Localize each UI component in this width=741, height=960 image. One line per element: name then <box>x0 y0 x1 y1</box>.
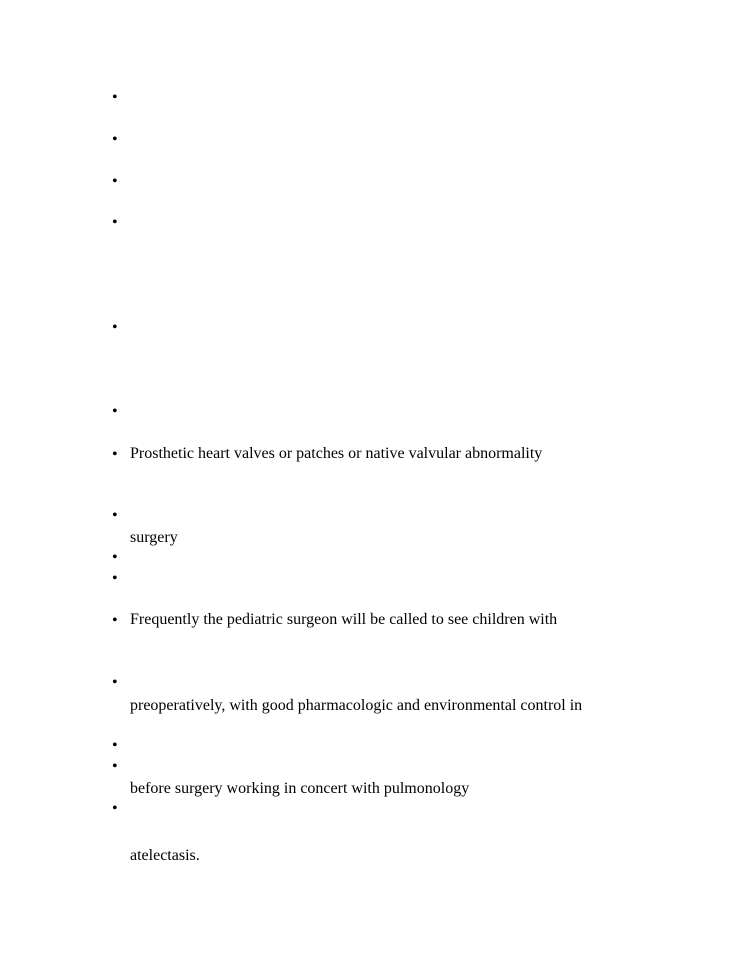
list-item-prosthetic-valves: Prosthetic heart valves or patches or native valvular abnormality <box>130 445 543 462</box>
text-line-before-surgery: before surgery working in concert with pulmonology <box>130 780 470 797</box>
text-line-surgery: surgery <box>130 529 178 546</box>
list-bullet: • <box>112 507 118 524</box>
list-bullet: • <box>112 89 118 106</box>
list-bullet: • <box>112 173 118 190</box>
list-bullet: • <box>112 319 118 336</box>
text-line-preoperatively: preoperatively, with good pharmacologic and environmental control in <box>130 697 583 714</box>
list-bullet: • <box>112 737 118 754</box>
list-bullet: • <box>112 446 118 463</box>
text-line-atelectasis: atelectasis. <box>130 847 200 864</box>
list-bullet: • <box>112 549 118 566</box>
list-item-frequently: Frequently the pediatric surgeon will be called to see children with <box>130 611 558 628</box>
list-bullet: • <box>112 758 118 775</box>
list-bullet: • <box>112 800 118 817</box>
list-bullet: • <box>112 612 118 629</box>
list-bullet: • <box>112 570 118 587</box>
list-bullet: • <box>112 403 118 420</box>
list-bullet: • <box>112 131 118 148</box>
list-bullet: • <box>112 674 118 691</box>
list-bullet: • <box>112 214 118 231</box>
